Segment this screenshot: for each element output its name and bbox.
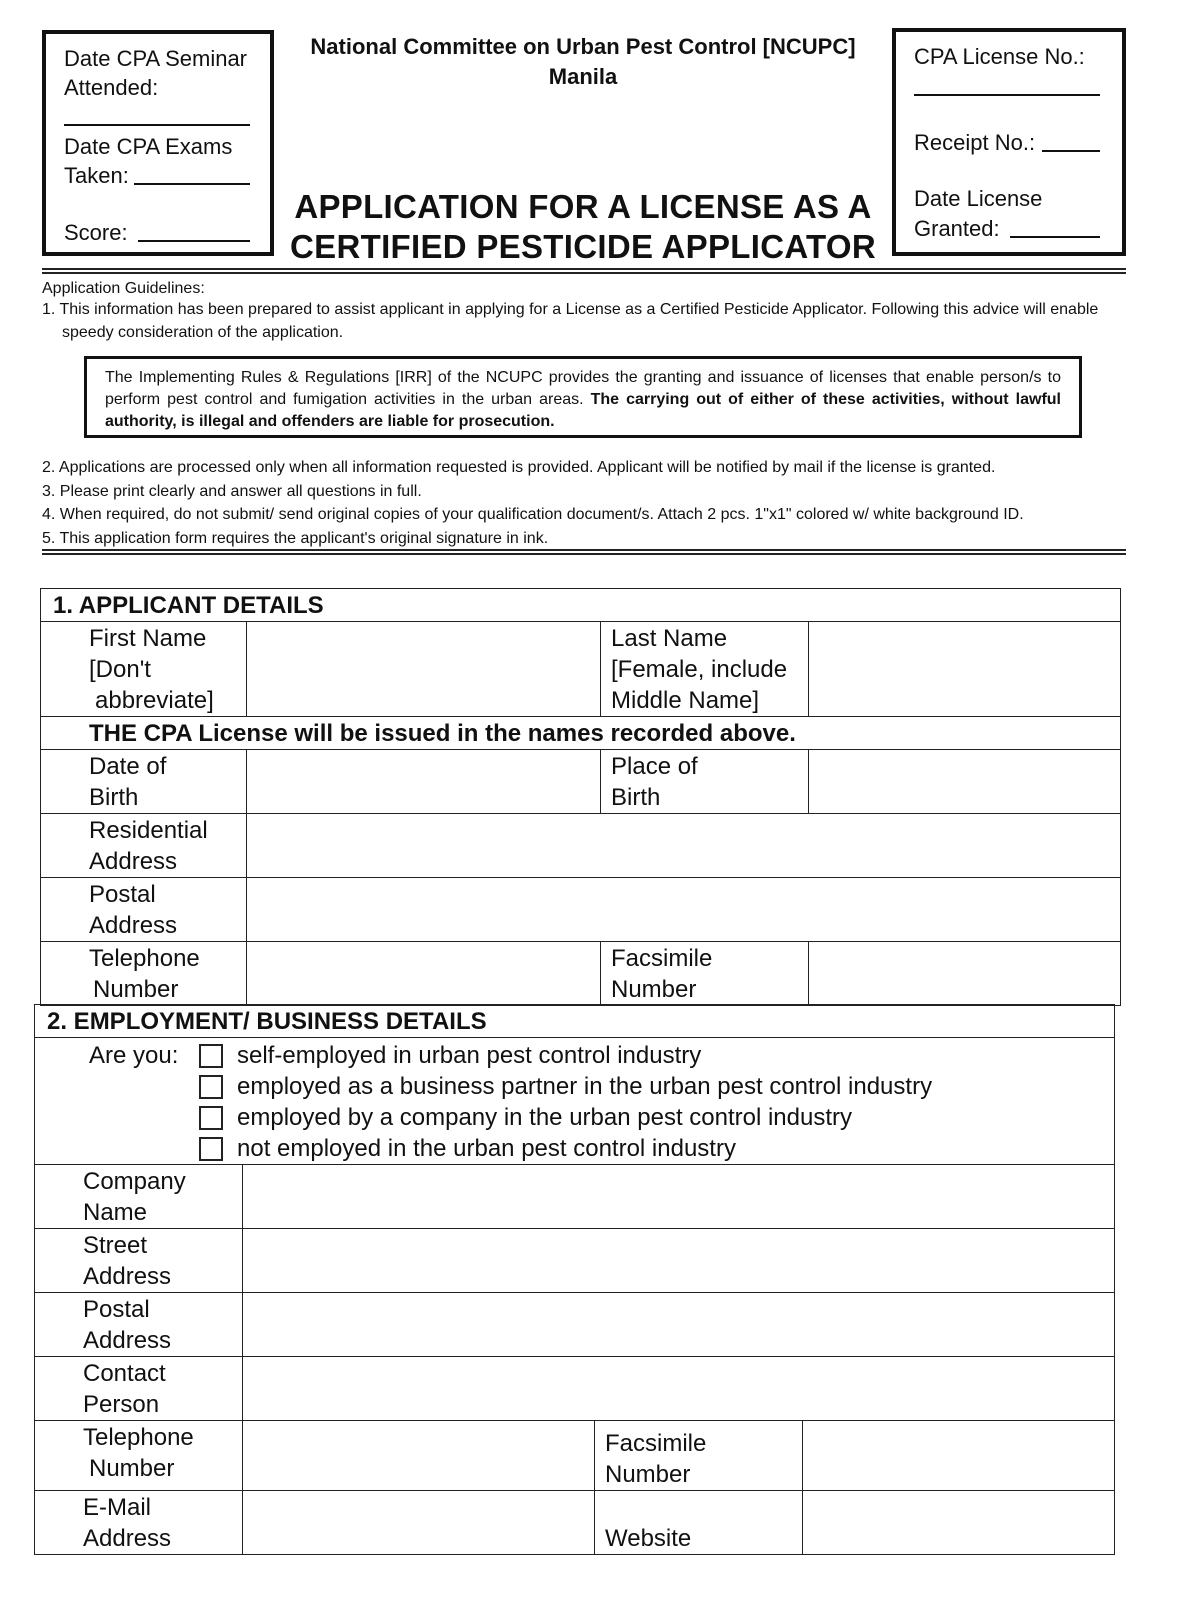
email-label-1: E-Mail xyxy=(83,1494,152,1521)
business-telephone-field[interactable] xyxy=(243,1421,595,1491)
email-label-2: Address xyxy=(83,1525,172,1552)
guideline-2: 2. Applications are processed only when all information requested is provided. Applicant will be notified by mail if the license is granted. xyxy=(42,459,996,476)
option-label: not employed in the urban pest control industry xyxy=(237,1135,736,1162)
postal-address-label xyxy=(41,878,247,942)
first-name-label xyxy=(41,622,247,717)
fax-label-1: Facsimile xyxy=(611,945,713,972)
postal-label-1: Postal xyxy=(89,881,156,908)
seminar-date-label: Date CPA Seminar Attended: xyxy=(64,46,248,100)
option-business-partner[interactable] xyxy=(199,1071,932,1102)
contact-person-label xyxy=(35,1357,243,1421)
license-name-note: THE CPA License will be issued in the names recorded above. xyxy=(41,717,1121,750)
date-granted-label-2: Granted: xyxy=(914,216,1000,241)
postal-address-field[interactable] xyxy=(247,878,1121,942)
company-name-field[interactable] xyxy=(243,1165,1115,1229)
last-name-field[interactable] xyxy=(809,622,1121,717)
contact-label-1: Contact xyxy=(83,1360,166,1387)
business-postal-label-2: Address xyxy=(83,1327,172,1354)
company-label-1: Company xyxy=(83,1168,186,1195)
cpa-seminar-box xyxy=(42,30,274,256)
first-name-field[interactable] xyxy=(247,622,601,717)
organization-name: National Committee on Urban Pest Control [NCUPC] xyxy=(310,34,856,59)
street-label-2: Address xyxy=(83,1263,172,1290)
first-name-label-1: First Name xyxy=(89,625,207,652)
option-label: employed by a company in the urban pest control industry xyxy=(237,1104,853,1131)
pob-label-1: Place of xyxy=(611,753,698,780)
dob-field[interactable] xyxy=(247,750,601,814)
residential-address-label xyxy=(41,814,247,878)
business-postal-label-1: Postal xyxy=(83,1296,150,1323)
last-name-label xyxy=(601,622,809,717)
fax-label xyxy=(601,942,809,1006)
telephone-label xyxy=(41,942,247,1006)
contact-label-2: Person xyxy=(83,1391,160,1418)
dob-label-2: Birth xyxy=(89,784,139,811)
guideline-4: 4. When required, do not submit/ send original copies of your qualification document/s. Attach 2 pcs. 1"x1" colored w/ white background ID. xyxy=(42,506,1024,523)
last-name-label-2: [Female, include xyxy=(611,656,788,683)
pob-label xyxy=(601,750,809,814)
checkbox[interactable] xyxy=(199,1106,223,1130)
business-telephone-label-2: Number xyxy=(89,1455,175,1482)
irr-warning: The carrying out of either of these activities, without lawful authority, is illegal and offenders are liable for prosecution. xyxy=(105,391,1061,430)
first-name-label-2: [Don't xyxy=(89,656,151,683)
fax-label-2: Number xyxy=(611,976,697,1003)
business-fax-label xyxy=(595,1421,803,1491)
divider-bottom xyxy=(42,549,1126,555)
dob-label xyxy=(41,750,247,814)
date-granted-line[interactable] xyxy=(1010,236,1100,238)
residential-label-2: Address xyxy=(89,848,178,875)
street-label-1: Street xyxy=(83,1232,148,1259)
option-not-employed[interactable] xyxy=(199,1133,932,1164)
divider-top xyxy=(42,268,1126,274)
website-field[interactable] xyxy=(803,1491,1115,1555)
applicant-details-section xyxy=(40,588,1120,1006)
license-no-label: CPA License No.: xyxy=(914,44,1085,69)
business-fax-label-2: Number xyxy=(605,1461,691,1488)
irr-notice-box xyxy=(84,356,1082,438)
are-you-label: Are you: xyxy=(89,1042,179,1069)
employment-options xyxy=(199,1040,932,1164)
telephone-label-1: Telephone xyxy=(89,945,200,972)
seminar-date-line[interactable] xyxy=(64,124,250,126)
telephone-label-2: Number xyxy=(93,976,179,1003)
postal-label-2: Address xyxy=(89,912,178,939)
first-name-label-3: abbreviate] xyxy=(95,687,214,714)
option-self-employed[interactable] xyxy=(199,1040,932,1071)
pob-label-2: Birth xyxy=(611,784,661,811)
last-name-label-3: Middle Name] xyxy=(611,687,760,714)
office-use-box xyxy=(892,28,1126,256)
guideline-3: 3. Please print clearly and answer all questions in full. xyxy=(42,483,422,500)
company-label-2: Name xyxy=(83,1199,148,1226)
option-label: self-employed in urban pest control industry xyxy=(237,1042,702,1069)
organization-city: Manila xyxy=(548,64,618,89)
guidelines-heading: Application Guidelines: xyxy=(42,280,205,297)
street-address-label xyxy=(35,1229,243,1293)
applicant-details-table xyxy=(40,588,1121,1006)
employment-details-section xyxy=(34,1004,1114,1555)
pob-field[interactable] xyxy=(809,750,1121,814)
business-postal-field[interactable] xyxy=(243,1293,1115,1357)
checkbox[interactable] xyxy=(199,1137,223,1161)
last-name-label-1: Last Name xyxy=(611,625,728,652)
website-label xyxy=(595,1491,803,1555)
exams-date-label-1: Date CPA Exams xyxy=(64,134,233,159)
business-fax-field[interactable] xyxy=(803,1421,1115,1491)
employment-status-group xyxy=(89,1040,1114,1164)
business-telephone-label xyxy=(35,1421,243,1491)
business-telephone-label-1: Telephone xyxy=(83,1424,194,1451)
contact-person-field[interactable] xyxy=(243,1357,1115,1421)
section1-heading: 1. APPLICANT DETAILS xyxy=(41,589,1121,622)
checkbox[interactable] xyxy=(199,1044,223,1068)
company-name-label xyxy=(35,1165,243,1229)
form-title-line2: CERTIFIED PESTICIDE APPLICATOR xyxy=(290,228,876,265)
form-title-line1: APPLICATION FOR A LICENSE AS A xyxy=(294,188,872,225)
section2-heading: 2. EMPLOYMENT/ BUSINESS DETAILS xyxy=(35,1005,1115,1038)
option-label: employed as a business partner in the urban pest control industry xyxy=(237,1073,933,1100)
checkbox[interactable] xyxy=(199,1075,223,1099)
residential-address-field[interactable] xyxy=(247,814,1121,878)
option-employed-by-company[interactable] xyxy=(199,1102,932,1133)
score-label: Score: xyxy=(64,220,128,245)
street-address-field[interactable] xyxy=(243,1229,1115,1293)
irr-text: The Implementing Rules & Regulations [IRR] of the NCUPC provides the granting and issuance of licenses that enable person/s to perform pest control and fumigation activities in the urban areas. xyxy=(105,369,1061,408)
dob-label-1: Date of xyxy=(89,753,167,780)
score-line[interactable] xyxy=(138,240,250,242)
guideline-5: 5. This application form requires the applicant's original signature in ink. xyxy=(42,530,549,547)
date-granted-label-1: Date License xyxy=(914,186,1043,211)
license-no-line[interactable] xyxy=(914,94,1100,96)
residential-label-1: Residential xyxy=(89,817,208,844)
irr-notice-text xyxy=(105,367,1061,433)
telephone-field[interactable] xyxy=(247,942,601,1006)
employment-details-table xyxy=(34,1004,1115,1555)
employment-status-cell xyxy=(35,1038,1115,1165)
business-fax-label-1: Facsimile xyxy=(605,1430,707,1457)
receipt-no-line[interactable] xyxy=(1042,150,1100,152)
website-label-text: Website xyxy=(605,1525,692,1552)
exams-date-label-2: Taken: xyxy=(64,163,129,188)
exams-date-line[interactable] xyxy=(134,183,250,185)
business-postal-label xyxy=(35,1293,243,1357)
email-label xyxy=(35,1491,243,1555)
fax-field[interactable] xyxy=(809,942,1121,1006)
receipt-no-label: Receipt No.: xyxy=(914,130,1036,155)
guideline-1: 1. This information has been prepared to assist applicant in applying for a License as a Certified Pesticide Applicator. Following this advice will enable speedy consideration of the application. xyxy=(42,301,1099,341)
email-field[interactable] xyxy=(243,1491,595,1555)
